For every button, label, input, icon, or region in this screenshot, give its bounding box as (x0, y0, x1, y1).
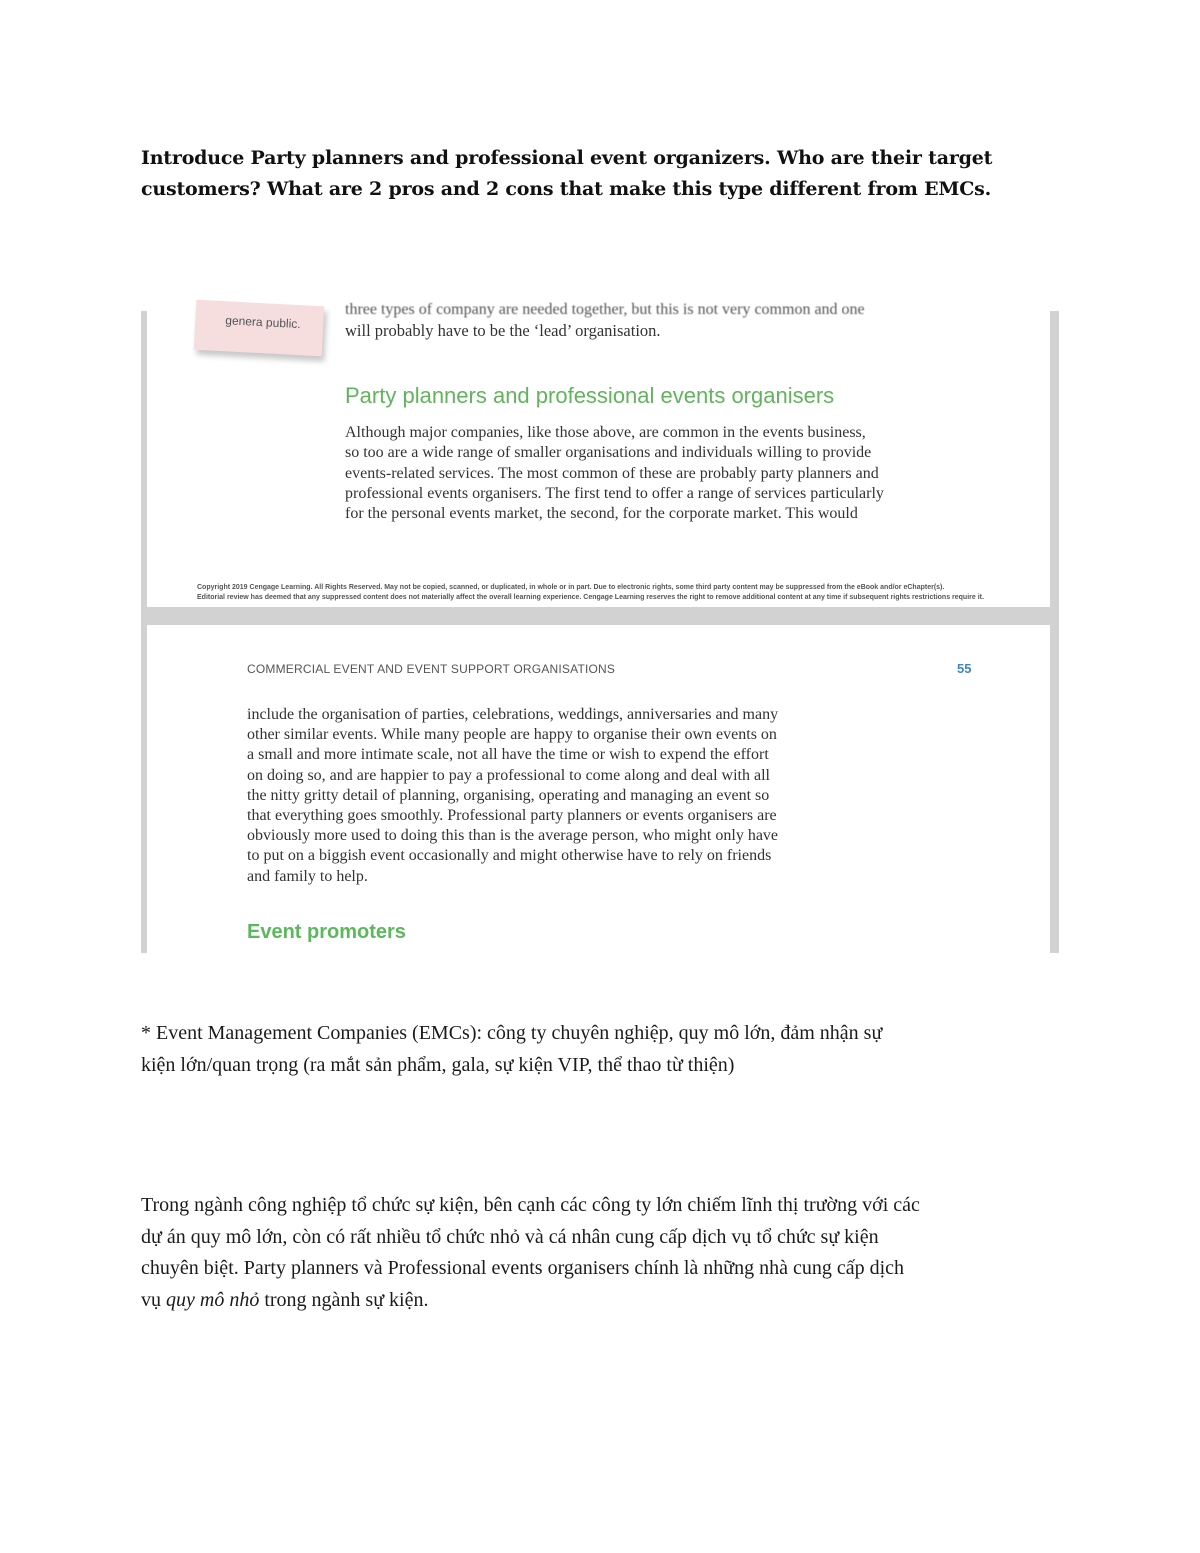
paragraph-line: to put on a biggish event occasionally and might otherwise have to rely on friends (247, 847, 772, 865)
paragraph-line: obviously more used to doing this than is the average person, who might only have (247, 827, 779, 845)
copyright-line: Copyright 2019 Cengage Learning. All Rights Reserved. May not be copied, scanned, or duplicated, in whole or in part. Due to electronic rights, some third party content may be suppressed from the eBook and/or eChapter(s). (197, 584, 945, 591)
paragraph-line-4 (141, 1285, 1071, 1317)
paragraph-line: other similar events. While many people are happy to organise their own events on (247, 726, 777, 744)
sticky-note-text: genera public. (224, 313, 302, 332)
section-heading-event-promoters: Event promoters (247, 921, 406, 943)
running-head: COMMERCIAL EVENT AND EVENT SUPPORT ORGANISATIONS (247, 662, 616, 676)
paragraph-line: include the organisation of parties, celebrations, weddings, anniversaries and many (247, 706, 779, 723)
scan-bottom-page (147, 625, 1050, 965)
cutoff-text-line: three types of company are needed together, but this is not very common and one (345, 301, 865, 318)
paragraph-line: so too are a wide range of smaller organisations and individuals willing to provide (345, 444, 872, 462)
vietnamese-paragraph (141, 1190, 1071, 1316)
paragraph-line-1: Trong ngành công nghiệp tổ chức sự kiện, bên cạnh các công ty lớn chiếm lĩnh thị trường với các (141, 1194, 920, 1216)
section-heading-party-planners: Party planners and professional events organisers (345, 383, 835, 408)
page-number: 55 (957, 661, 972, 676)
paragraph-line-3: chuyên biệt. Party planners và Professional events organisers chính là những nhà cung cấp dịch (141, 1257, 905, 1279)
paragraph-line: and family to help. (247, 867, 368, 885)
paragraph-line: Although major companies, like those above, are common in the events business, (345, 424, 866, 441)
bottom-paragraph (247, 705, 867, 887)
paragraph-line: on doing so, and are happier to pay a professional to come along and deal with all (247, 766, 770, 784)
paragraph-line: professional events organisers. The first tend to offer a range of services particularly (345, 484, 884, 502)
paragraph-line-2: dự án quy mô lớn, còn có rất nhiều tổ chức nhỏ và cá nhân cung cấp dịch vụ tổ chức sự kiện (141, 1225, 879, 1248)
line4-end: trong ngành sự kiện. (259, 1288, 429, 1311)
note-line-2: kiện lớn/quan trọng (ra mắt sản phẩm, gala, sự kiện VIP, thể thao từ thiện) (141, 1054, 735, 1076)
paragraph-line: events-related services. The most common of these are probably party planners and (345, 464, 879, 482)
scan-top-page (147, 301, 1050, 607)
note-line-1: * Event Management Companies (EMCs): công ty chuyên nghiệp, quy mô lớn, đảm nhận sự (141, 1022, 883, 1044)
line4-start: vụ (141, 1288, 166, 1311)
question-line-2: customers? What are 2 pros and 2 cons that make this type different from EMCs. (141, 178, 992, 200)
paragraph-line: a small and more intimate scale, not all have the time or wish to expend the effort (247, 746, 769, 764)
question-line-1: Introduce Party planners and professional event organizers. Who are their target (141, 147, 993, 169)
top-paragraph (345, 423, 965, 524)
book-scan-image (141, 301, 1059, 953)
emc-note (141, 1017, 1041, 1081)
copyright-line: Editorial review has deemed that any suppressed content does not materially affect the overall learning experience. Cengage Learning reserves the right to remove additional content at any time if subsequent rights restrictions require it. (197, 594, 984, 601)
copyright-notice (197, 583, 1017, 603)
paragraph-line: that everything goes smoothly. Professional party planners or events organisers are (247, 807, 777, 825)
question-heading (141, 143, 1021, 205)
sticky-note (194, 300, 324, 357)
paragraph-line: the nitty gritty detail of planning, organising, operating and managing an event so (247, 786, 770, 804)
lead-line: will probably have to be the ‘lead’ organisation. (345, 321, 661, 340)
italic-phrase: quy mô nhỏ (166, 1288, 260, 1311)
paragraph-line: for the personal events market, the second, for the corporate market. This would (345, 505, 858, 523)
